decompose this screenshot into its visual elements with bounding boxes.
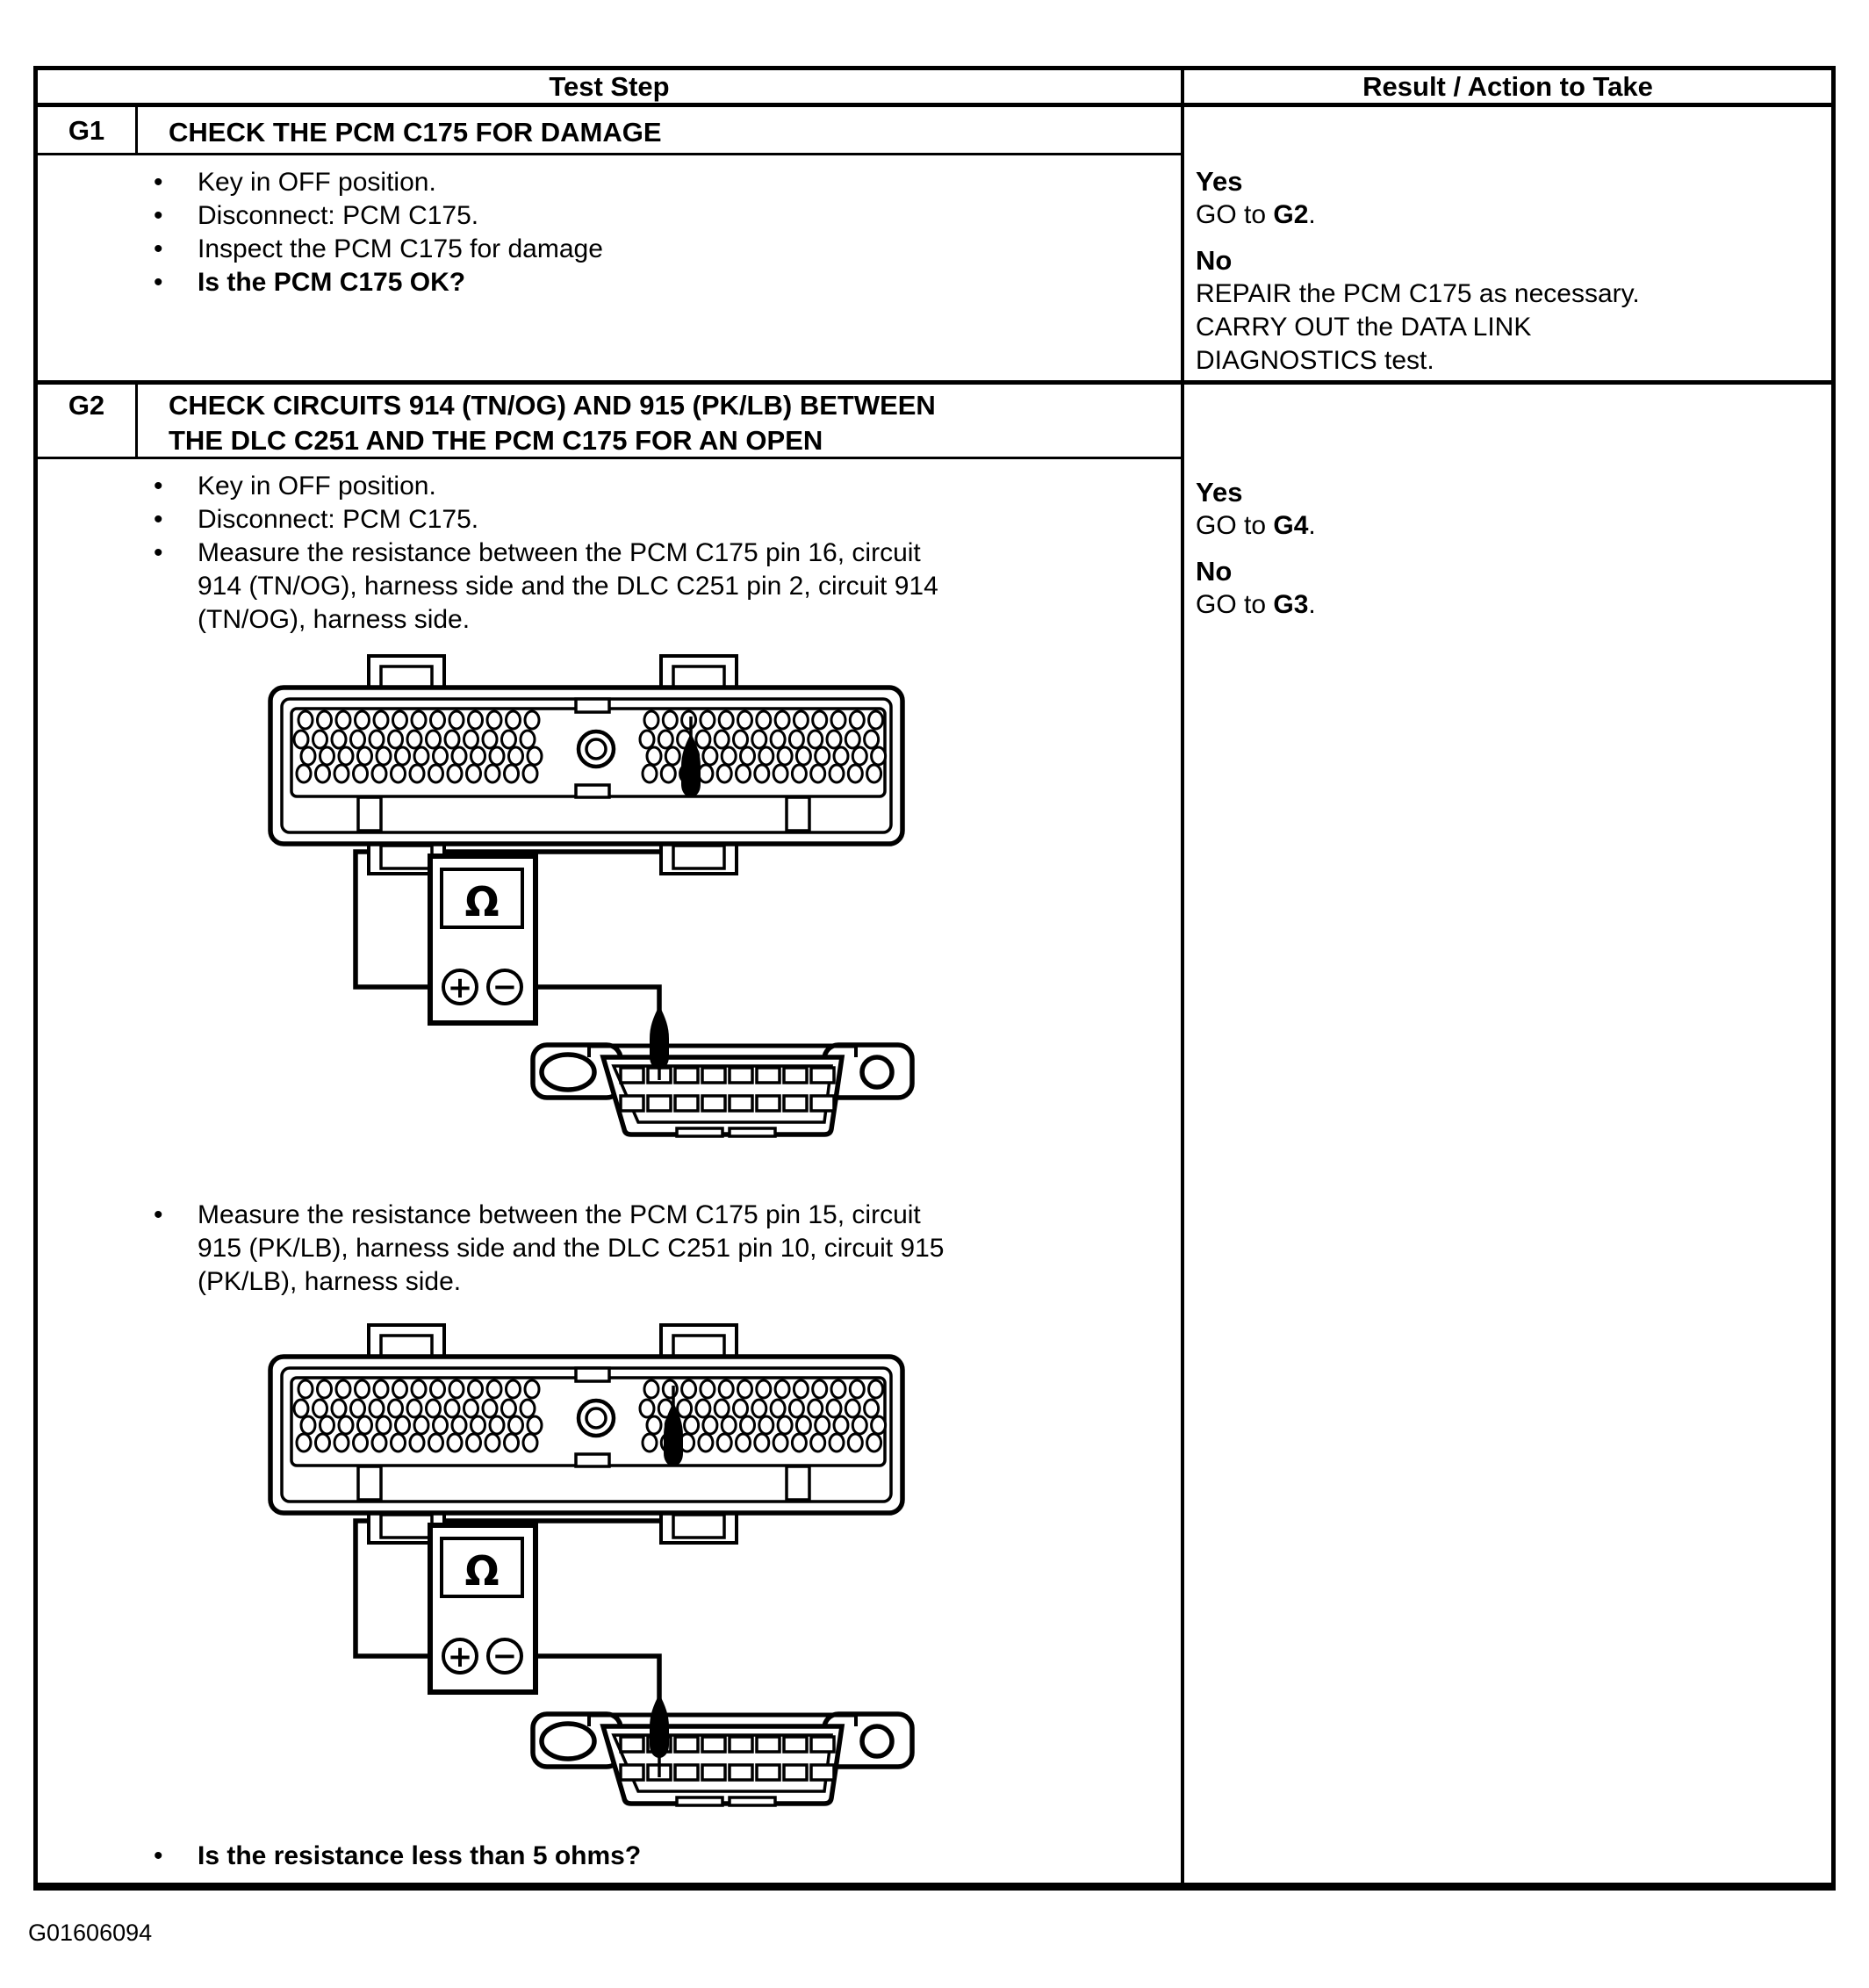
bullet-text: Measure the resistance between the PCM C175 pin 15, circuit — [198, 1200, 921, 1229]
bullet-text: (PK/LB), harness side. — [198, 1267, 462, 1296]
no-action-line: REPAIR the PCM C175 as necessary. — [1196, 279, 1640, 308]
go-to-target: G4 — [1273, 511, 1309, 540]
bullet-text: Measure the resistance between the PCM C175 pin 16, circuit — [198, 538, 921, 567]
list-item — [38, 199, 1181, 233]
list-item-question — [38, 1840, 641, 1873]
bullet-text: (TN/OG), harness side. — [198, 605, 471, 634]
yes-action — [1196, 509, 1831, 543]
step-g2-title — [138, 385, 936, 457]
bullet-text: Key in OFF position. — [198, 168, 436, 197]
yes-label: Yes — [1196, 477, 1243, 508]
list-item — [38, 537, 1181, 637]
bullet-text: 915 (PK/LB), harness side and the DLC C251 pin 10, circuit 915 — [198, 1234, 945, 1263]
step-g2-heading-row — [38, 385, 1181, 459]
meter-lead-negative — [521, 987, 659, 1012]
bullet-icon — [154, 503, 198, 537]
meter-lead-negative — [521, 1656, 659, 1700]
step-g2-body — [38, 459, 1181, 1883]
measurement-diagram-circuit-914 — [263, 652, 966, 1161]
bullet-text: Inspect the PCM C175 for damage — [198, 234, 603, 263]
list-item — [38, 470, 1181, 503]
bullet-text: Disconnect: PCM C175. — [198, 201, 479, 230]
bullet-icon — [154, 199, 198, 233]
pcm-connector — [270, 1325, 902, 1543]
bullet-text: Is the PCM C175 OK? — [198, 268, 466, 297]
no-label: No — [1196, 556, 1233, 587]
no-action-line: DIAGNOSTICS test. — [1196, 346, 1434, 375]
step-g1-bullets — [38, 155, 1181, 299]
bullet-icon — [154, 266, 198, 299]
action-text: GO to — [1196, 200, 1274, 229]
column-header-test-step — [38, 70, 1181, 107]
yes-label: Yes — [1196, 166, 1243, 197]
step-g1-body — [38, 155, 1181, 385]
step-g1-title — [138, 107, 662, 153]
figure-id: G01606094 — [28, 1920, 153, 1946]
step-g1-title-line: CHECK THE PCM C175 FOR DAMAGE — [169, 117, 662, 148]
step-g1-heading-row — [38, 107, 1181, 155]
action-text: GO to — [1196, 511, 1274, 540]
column-header-result-action — [1181, 70, 1831, 107]
action-text: . — [1308, 590, 1316, 619]
no-action-line: CARRY OUT the DATA LINK — [1196, 313, 1532, 342]
go-to-target: G2 — [1273, 200, 1309, 229]
step-code-g1: G1 — [38, 107, 138, 153]
list-item-question — [38, 266, 1181, 299]
no-label: No — [1196, 245, 1233, 276]
bullet-text: Key in OFF position. — [198, 472, 436, 501]
step-g2-title-line: CHECK CIRCUITS 914 (TN/OG) AND 915 (PK/LB) BETWEEN — [169, 390, 936, 421]
action-text: . — [1308, 200, 1316, 229]
step-g1-result — [1181, 107, 1831, 385]
bullet-icon — [154, 233, 198, 266]
step-code-g2: G2 — [38, 385, 138, 457]
pinpoint-test-table — [33, 66, 1836, 1891]
result-action-header-label: Result / Action to Take — [1362, 70, 1653, 102]
action-text: . — [1308, 511, 1316, 540]
dlc-connector — [533, 1714, 912, 1805]
step-g2-bullets — [38, 459, 1181, 637]
dlc-connector — [533, 1045, 912, 1136]
bullet-icon — [154, 166, 198, 199]
bullet-icon — [154, 537, 198, 637]
go-to-target: G3 — [1273, 590, 1309, 619]
test-probe — [650, 1694, 669, 1758]
bullet-icon — [154, 1199, 198, 1299]
action-text: GO to — [1196, 590, 1274, 619]
bullet-text: Is the resistance less than 5 ohms? — [198, 1841, 642, 1870]
bullet-text: 914 (TN/OG), harness side and the DLC C251 pin 2, circuit 914 — [198, 572, 938, 601]
step-g2-title-line: THE DLC C251 AND THE PCM C175 FOR AN OPEN — [169, 425, 823, 456]
list-item — [38, 233, 1181, 266]
test-probe — [650, 1005, 669, 1070]
list-item — [38, 166, 1181, 199]
no-action — [1196, 588, 1831, 622]
measurement-diagram-circuit-915 — [263, 1321, 966, 1830]
ohmmeter — [430, 856, 536, 1023]
bullet-icon — [154, 1840, 198, 1873]
test-step-header-label: Test Step — [549, 70, 670, 102]
pcm-connector — [270, 656, 902, 874]
list-item — [38, 503, 1181, 537]
bullet-icon — [154, 470, 198, 503]
step-g2-result — [1181, 385, 1831, 1883]
ohmmeter — [430, 1525, 536, 1692]
bullet-text: Disconnect: PCM C175. — [198, 505, 479, 534]
list-item — [38, 1199, 945, 1299]
yes-action — [1196, 198, 1831, 232]
